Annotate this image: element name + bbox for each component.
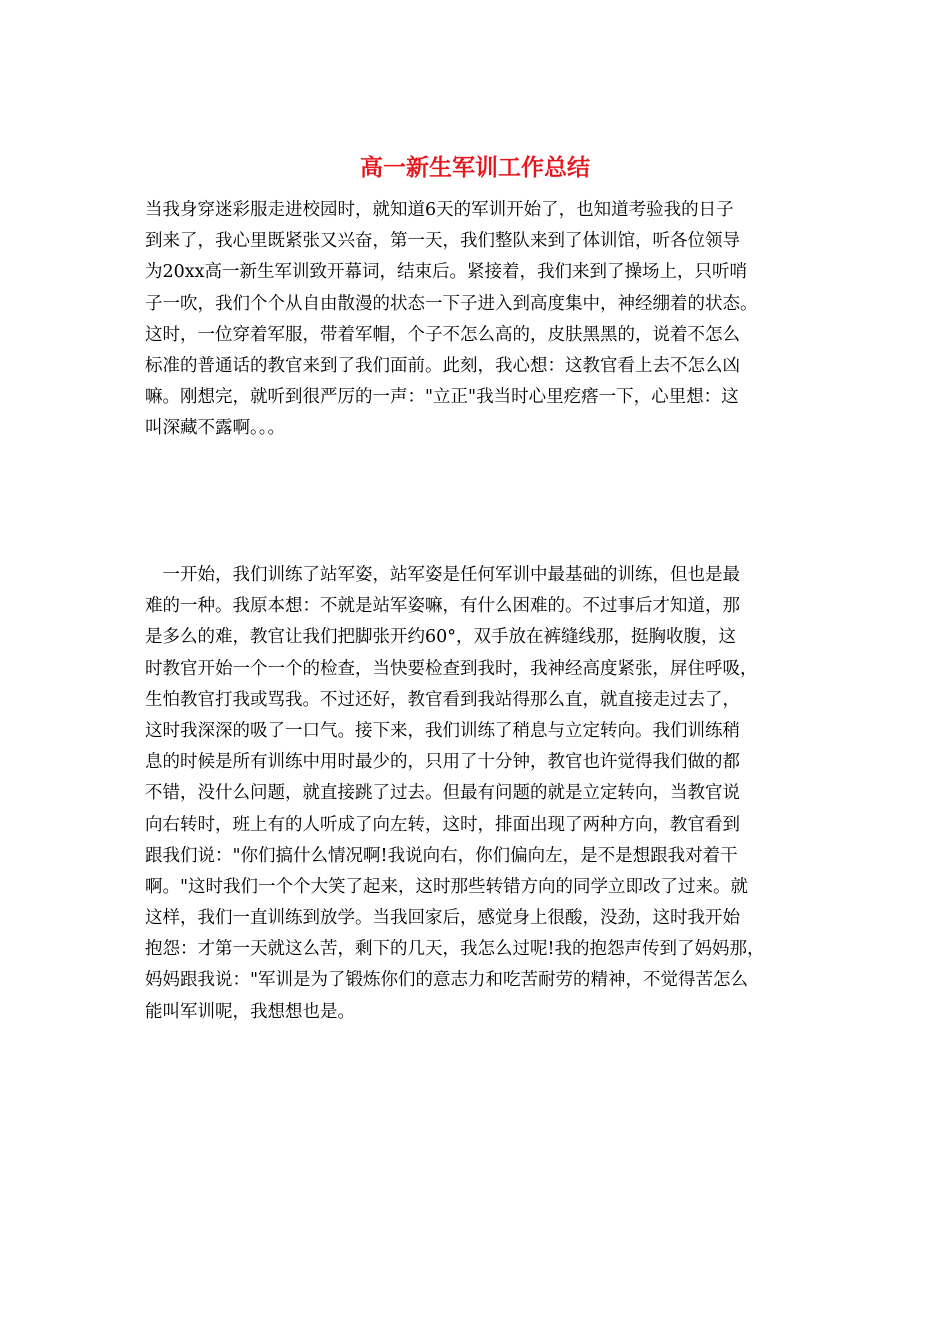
document-title: 高一新生军训工作总结 (360, 155, 590, 181)
paragraph-line: 一开始，我们训练了站军姿，站军姿是任何军训中最基础的训练，但也是最 (145, 565, 740, 585)
paragraph-line: 当我身穿迷彩服走进校园时，就知道6天的军训开始了，也知道考验我的日子 (145, 200, 734, 220)
paragraph-line: 生怕教官打我或骂我。不过还好，教官看到我站得那么直，就直接走过去了， (145, 689, 740, 710)
paragraph-1 (145, 195, 825, 445)
paragraph-line: 时教官开始一个一个的检查，当快要检查到我时，我神经高度紧张，屏住呼吸， (145, 658, 758, 679)
paragraph-line: 这时，一位穿着军服，带着军帽，个子不怎么高的，皮肤黑黑的，说着不怎么 (145, 324, 740, 345)
paragraph-line: 向右转时，班上有的人听成了向左转，这时，排面出现了两种方向，教官看到 (145, 814, 740, 835)
paragraph-line: 标准的普通话的教官来到了我们面前。此刻，我心想：这教官看上去不怎么凶 (145, 355, 740, 376)
paragraph-line: 啊。"这时我们一个个大笑了起来，这时那些转错方向的同学立即改了过来。就 (145, 876, 749, 897)
paragraph-line: 为20xx高一新生军训致开幕词，结束后。紧接着，我们来到了操场上，只听哨 (145, 262, 748, 283)
paragraph-2 (145, 560, 825, 1028)
paragraph-line: 嘛。刚想完，就听到很严厉的一声："立正"我当时心里疙瘩一下，心里想：这 (145, 387, 739, 408)
paragraph-line: 是多么的难，教官让我们把脚张开约60°，双手放在裤缝线那，挺胸收腹，这 (145, 627, 737, 648)
paragraph-line: 息的时候是所有训练中用时最少的，只用了十分钟，教官也许觉得我们做的都 (145, 752, 740, 773)
paragraph-line: 妈妈跟我说："军训是为了锻炼你们的意志力和吃苦耐劳的精神，不觉得苦怎么 (145, 970, 749, 991)
paragraph-line: 这样，我们一直训练到放学。当我回家后，感觉身上很酸，没劲，这时我开始 (145, 908, 740, 929)
paragraph-line: 难的一种。我原本想：不就是站军姿嘛，有什么困难的。不过事后才知道，那 (145, 596, 740, 617)
paragraph-line: 能叫军训呢，我想想也是。 (145, 1001, 355, 1022)
paragraph-line: 抱怨：才第一天就这么苦，剩下的几天，我怎么过呢!我的抱怨声传到了妈妈那， (145, 939, 765, 960)
paragraph-line: 叫深藏不露啊。。。 (145, 418, 285, 439)
paragraph-line: 跟我们说："你们搞什么情况啊!我说向右，你们偏向左，是不是想跟我对着干 (145, 845, 738, 866)
paragraph-line: 子一吹，我们个个从自由散漫的状态一下子进入到高度集中，神经绷着的状态。 (145, 293, 758, 314)
paragraph-line: 这时我深深的吸了一口气。接下来，我们训练了稍息与立定转向。我们训练稍 (145, 720, 740, 741)
paragraph-line: 到来了，我心里既紧张又兴奋，第一天，我们整队来到了体训馆，听各位领导 (145, 231, 740, 252)
paragraph-line: 不错，没什么问题，就直接跳了过去。但最有问题的就是立定转向，当教官说 (145, 783, 740, 804)
